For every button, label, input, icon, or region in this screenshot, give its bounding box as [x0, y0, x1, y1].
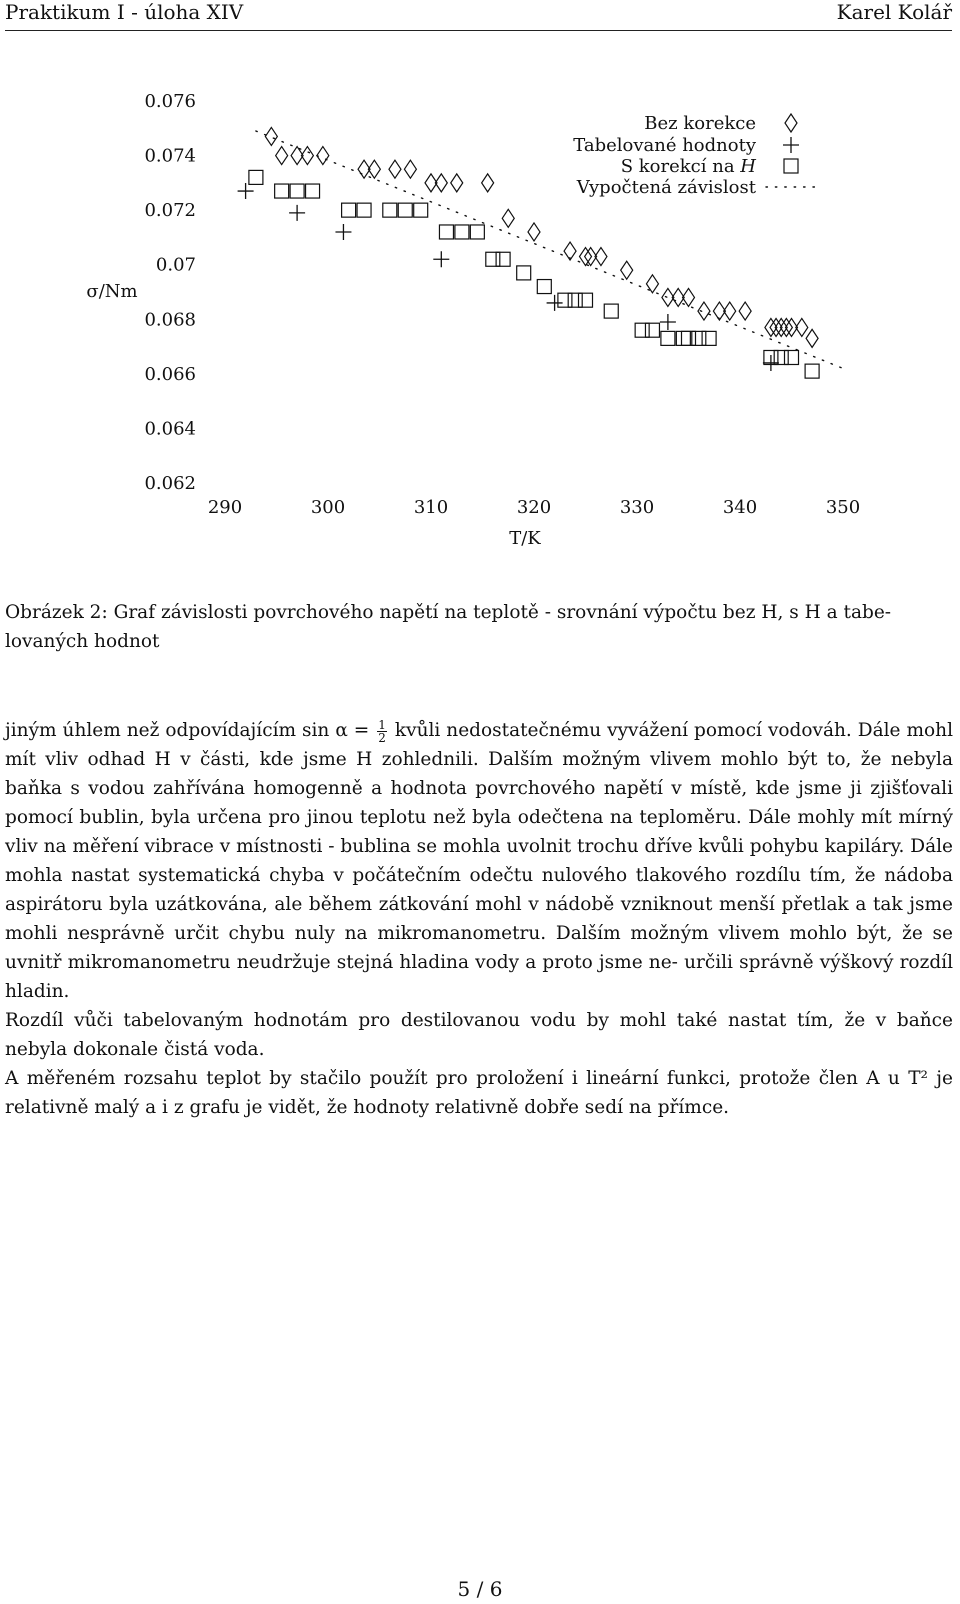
x-tick-label: 290	[207, 497, 243, 518]
data-point-square	[635, 323, 649, 337]
caption-label: Obrázek 2:	[5, 602, 108, 623]
y-tick-label: 0.068	[144, 309, 196, 331]
header-rule	[5, 30, 952, 31]
data-point-diamond	[502, 209, 514, 227]
y-tick-label: 0.076	[144, 91, 196, 112]
data-point-diamond	[265, 127, 277, 145]
data-point-diamond	[785, 114, 797, 132]
data-point-plus	[783, 137, 799, 153]
data-point-square	[676, 331, 690, 345]
legend-label: Tabelované hodnoty	[573, 135, 756, 156]
data-point-diamond	[806, 329, 818, 347]
y-tick-label: 0.072	[144, 200, 196, 222]
data-point-diamond	[621, 261, 633, 279]
data-point-square	[275, 184, 289, 198]
data-point-square	[604, 304, 618, 318]
p1-rest: kvůli nedostatečnému vyvážení pomocí vodováh. Dále mohl mít vliv odhad H v části, kde jsme H zohlednili. Dalším možným vlivem mohlo být to, že nebyla baňka s vodou zahřívána homogenně a hodnota povrchového napětí v místě, kde jsme ji zjišťovali pomocí bublin, byla určena pro jinou teplotu než byla odečtena na teploměru. Dále mohly mít mírný vliv na měření vibrace v místnosti - bublina se mohla uvolnit trochu dříve kvůli pohybu kapiláry. Dále mohla nastat systematická chyba v počátečním odečtu nulového tlakového rozdílu tím, že nádoba aspirátoru byla uzátkována, ale během zátkování mohl v nádobě vzniknout menší přetlak a tak jsme mohli nesprávně určit chybu nuly na mikromanometru. Dalším možným vlivem mohlo být, že se uvnitř mikromanometru neudržuje stejná hladina vody a proto jsme ne- určili správně výškový rozdíl hladin.	[5, 720, 953, 1002]
data-point-plus	[763, 355, 779, 371]
paragraph-2: Rozdíl vůči tabelovaným hodnotám pro destilovanou vodu by mohl také nastat tím, že v baňce nebyla dokonale čistá voda.	[5, 1010, 953, 1060]
data-point-diamond	[698, 302, 710, 320]
data-point-diamond	[739, 302, 751, 320]
fraction-one-half	[377, 719, 387, 744]
y-tick-label: 0.07	[155, 254, 196, 276]
x-tick-label: 310	[413, 497, 449, 518]
legend-label-italic-h: H	[740, 156, 756, 177]
x-tick-label: 350	[825, 497, 861, 518]
data-point-square	[805, 364, 819, 378]
fraction-denominator: 2	[378, 730, 386, 745]
data-point-diamond	[528, 223, 540, 241]
data-point-square	[537, 280, 551, 294]
running-header-author: Karel Kolář	[836, 0, 952, 24]
data-point-square	[486, 252, 500, 266]
paragraph-3: A měřeném rozsahu teplot by stačilo použít pro proložení i lineární funkci, protože člen A u T² je relativně malý a i z grafu je vidět, že hodnoty relativně dobře sedí na přímce.	[5, 1068, 953, 1118]
data-point-plus	[335, 224, 351, 240]
data-point-diamond	[404, 160, 416, 178]
legend-label: Bez korekce	[644, 113, 756, 134]
surface-tension-chart	[0, 60, 960, 560]
data-point-plus	[238, 183, 254, 199]
x-tick-label: 340	[722, 497, 758, 518]
data-point-square	[398, 203, 412, 217]
data-point-square	[414, 203, 428, 217]
data-point-plus	[547, 295, 563, 311]
data-point-square	[342, 203, 356, 217]
figure-caption	[5, 598, 953, 656]
p1-start: jiným úhlem než odpovídajícím sin α =	[5, 720, 376, 741]
y-tick-label: 0.064	[144, 418, 196, 440]
data-point-square	[661, 331, 675, 345]
data-point-diamond	[276, 147, 288, 165]
data-point-square	[290, 184, 304, 198]
data-point-diamond	[482, 174, 494, 192]
data-point-diamond	[389, 160, 401, 178]
data-point-square	[455, 225, 469, 239]
y-axis-label: σ/Nm	[86, 281, 138, 302]
data-point-square	[579, 293, 593, 307]
data-point-square	[568, 293, 582, 307]
legend-label: S korekcí na H	[620, 156, 756, 177]
y-tick-label: 0.066	[144, 363, 196, 385]
data-point-square	[249, 170, 263, 184]
y-tick-label: 0.062	[144, 473, 196, 494]
fraction-numerator: 1	[378, 717, 386, 732]
data-point-square	[517, 266, 531, 280]
data-point-square	[496, 252, 510, 266]
running-header-title: Praktikum I - úloha XIV	[5, 0, 244, 24]
data-point-plus	[433, 251, 449, 267]
y-tick-label: 0.074	[144, 145, 196, 167]
data-point-diamond	[317, 147, 329, 165]
data-point-square	[439, 225, 453, 239]
paragraph-1	[5, 716, 953, 1006]
data-point-plus	[289, 205, 305, 221]
data-point-square	[645, 323, 659, 337]
x-tick-label: 330	[619, 497, 655, 518]
data-point-diamond	[451, 174, 463, 192]
data-point-square	[357, 203, 371, 217]
body-text	[5, 716, 953, 1122]
legend-label: Vypočtená závislost	[576, 177, 756, 198]
data-point-square	[692, 331, 706, 345]
data-point-square	[470, 225, 484, 239]
data-point-square	[558, 293, 572, 307]
x-axis-label: T/K	[509, 528, 541, 549]
x-tick-label: 320	[516, 497, 552, 518]
data-point-square	[306, 184, 320, 198]
data-point-plus	[660, 314, 676, 330]
caption-text: Graf závislosti povrchového napětí na teplotě - srovnání výpočtu bez H, s H a tabe- lovaných hodnot	[5, 602, 892, 652]
data-point-square	[784, 159, 798, 173]
data-point-square	[702, 331, 716, 345]
x-tick-label: 300	[310, 497, 346, 518]
data-point-square	[785, 350, 799, 364]
data-point-square	[383, 203, 397, 217]
data-point-diamond	[580, 248, 592, 266]
data-point-square	[682, 331, 696, 345]
page-number: 5 / 6	[457, 1577, 503, 1601]
